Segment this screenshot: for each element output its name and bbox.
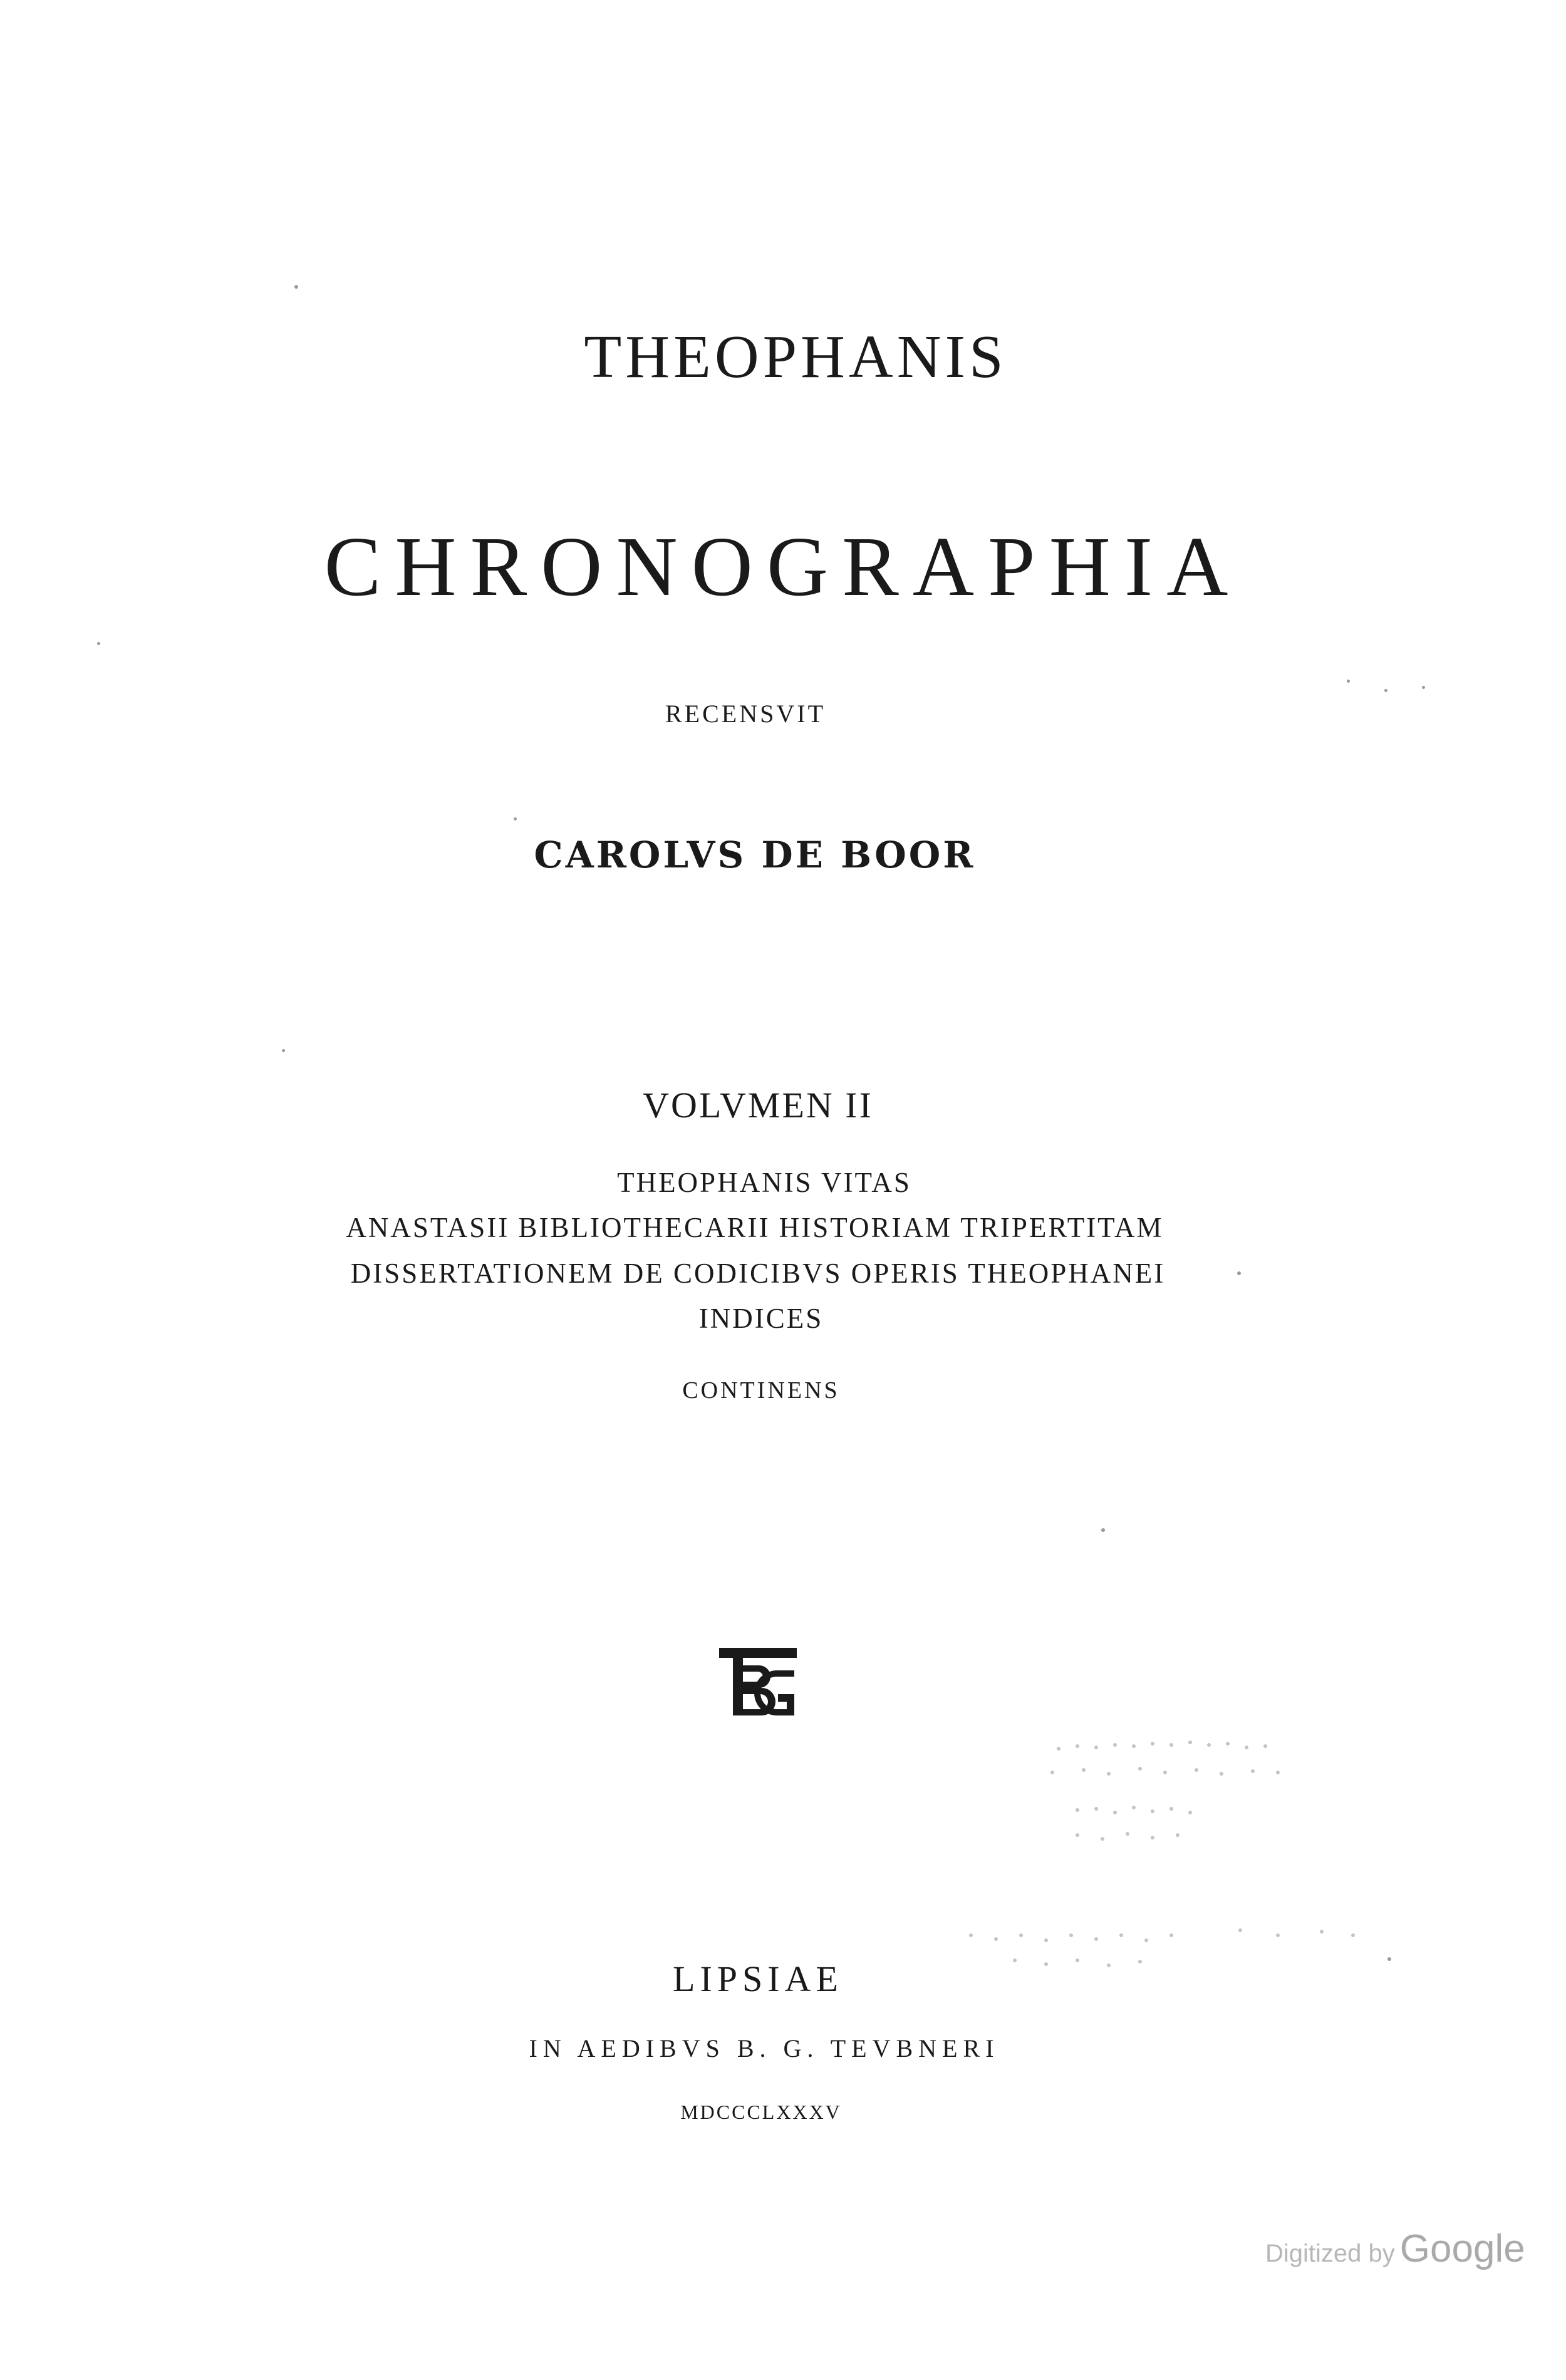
imprint-publisher: IN AEDIBVS B. G. TEVBNERI (529, 2034, 1000, 2062)
scan-speck (1347, 680, 1350, 683)
watermark-prefix: Digitized by (1265, 2240, 1395, 2267)
contents-line: ANASTASII BIBLIOTHECARII HISTORIAM TRIPERTITAM (346, 1212, 1164, 1243)
scan-speck (294, 285, 298, 289)
scan-speck (1422, 686, 1425, 689)
editor-label: RECENSVIT (665, 700, 826, 728)
work-title: CHRONOGRAPHIA (324, 520, 1242, 614)
perforated-library-stamp (889, 1729, 1403, 2004)
contents-line: THEOPHANIS VITAS (617, 1167, 911, 1198)
scan-speck (282, 1049, 285, 1052)
publisher-device-logo (714, 1644, 802, 1719)
editor-name: CAROLVS DE BOOR (534, 834, 976, 876)
scan-speck (1101, 1528, 1105, 1532)
scan-speck (514, 817, 517, 820)
volume-label: VOLVMEN II (643, 1085, 873, 1125)
contents-line: INDICES (698, 1303, 824, 1334)
digitized-by-google-watermark (1265, 2227, 1541, 2270)
author-name: THEOPHANIS (584, 323, 1007, 391)
imprint-city: LIPSIAE (673, 1958, 843, 1999)
watermark-brand: Google (1399, 2227, 1525, 2270)
scan-speck (1384, 689, 1387, 692)
imprint-year: MDCCCLXXXV (680, 2101, 842, 2123)
scan-speck (1237, 1271, 1241, 1275)
contents-line: DISSERTATIONEM DE CODICIBVS OPERIS THEOPHANEI (350, 1258, 1166, 1289)
contents-verb: CONTINENS (682, 1377, 840, 1404)
scan-speck (97, 642, 100, 645)
scan-speck (1387, 1957, 1391, 1961)
